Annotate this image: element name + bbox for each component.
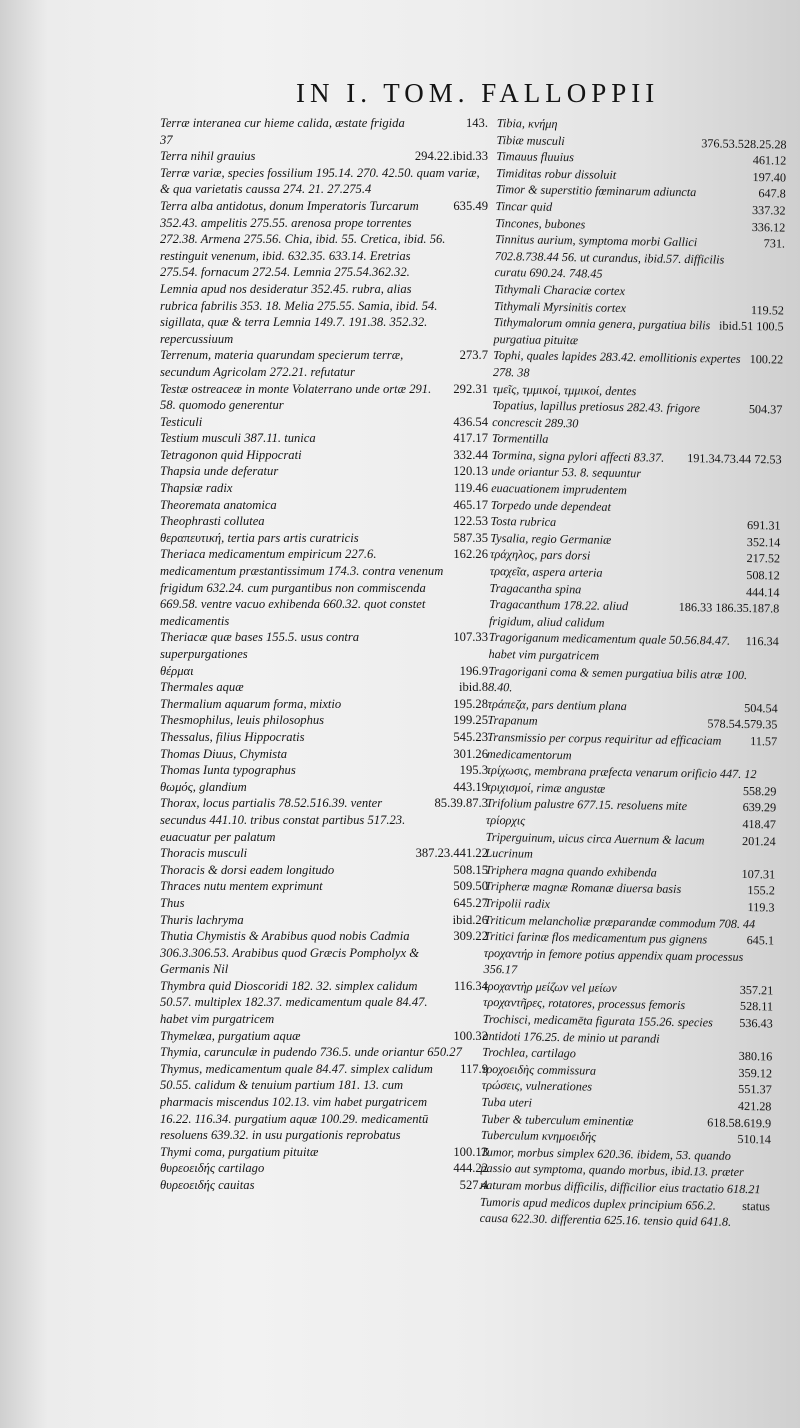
index-term: Thermalium aquarum forma, mixtio [160, 696, 342, 711]
index-term: Tragacanthum 178.22. aliud frigidum, aliud calidum [488, 597, 629, 630]
index-reference: 421.28 [737, 1098, 772, 1114]
index-reference: 309.22 [453, 929, 488, 944]
index-term: τράπεζα, pars dentium plana [487, 696, 627, 713]
index-term: Thoracis & dorsi eadem longitudo [160, 862, 335, 877]
index-reference: 504.37 [748, 402, 783, 417]
index-reference: 294.22.ibid.33 [414, 149, 488, 164]
index-entry [480, 1144, 771, 1198]
index-term: Thymi coma, purgatium pituitæ [160, 1144, 319, 1159]
index-reference: 417.17 [453, 431, 488, 446]
index-entry [160, 746, 488, 763]
index-reference: 162.26 [453, 547, 488, 562]
index-term: Triperguinum, uicus circa Auernum & lacum Lucrinum [485, 829, 705, 861]
index-entry [494, 231, 785, 285]
index-reference: 508.12 [746, 568, 780, 583]
index-reference: 645.1 [746, 933, 775, 948]
index-reference: 85.39.87.3 [434, 796, 488, 811]
index-term: Theriaca medicamentum empiricum 227.6. medicamentum præstantissimum 174.3. contra venenum frigidum 632.24. cum purgantibus non commiscenda 669.58. ventre vacuo exhibenda 660.32. quot constet medicamentis [160, 547, 444, 628]
index-entry [160, 1028, 488, 1045]
index-term: Timauus fluuius [496, 149, 575, 165]
index-reference: 357.21 [739, 982, 774, 998]
index-reference: 195.3 [459, 763, 488, 778]
index-reference: 418.47 [742, 816, 777, 832]
index-entry [160, 729, 488, 746]
index-entry [160, 414, 488, 431]
index-reference: 465.17 [453, 497, 488, 512]
index-reference: 199.25 [453, 713, 488, 728]
index-term: Tuberculum κνημοειδής [480, 1128, 597, 1144]
index-entry [160, 663, 488, 680]
index-entry [160, 115, 488, 132]
index-entry [491, 447, 782, 501]
index-reference: 122.53 [453, 514, 488, 529]
index-term: Thermales aquæ [160, 680, 244, 695]
index-term: τμεῖς, τμμικοί, τμμικοί, dentes [492, 381, 637, 398]
index-entry [160, 712, 488, 729]
index-term: Triticum melancholiæ præparandæ commodum 708. 44 [484, 912, 756, 931]
index-entry [160, 878, 488, 895]
index-reference: status [742, 1198, 771, 1214]
index-entry [160, 513, 488, 530]
index-entry [488, 629, 778, 667]
index-term: Tithymalorum omnia genera, purgatiua bilis purgatiua pituitæ [493, 315, 711, 348]
index-term: τροχοειδὴς commissura [481, 1061, 597, 1078]
index-term: Topatius, lapillus pretiosus 282.43. frigore concrescit 289.30 [492, 398, 701, 431]
index-entry [160, 381, 488, 414]
index-entry [160, 1044, 488, 1061]
index-reference: 120.13 [453, 464, 488, 479]
index-term: τράχηλος, pars dorsi [489, 547, 591, 563]
index-entry [160, 530, 488, 547]
index-term: Transmissio per corpus requiritur ad efficaciam medicamentorum [486, 729, 722, 762]
index-term: Tetragonon quid Hippocrati [160, 447, 302, 462]
index-term: Tripheræ magnæ Romanæ diuersa basis [484, 879, 682, 897]
index-reference: 143. [465, 116, 488, 130]
index-reference: 545.23 [453, 729, 488, 744]
index-reference [775, 501, 781, 518]
index-term: Thymelæa, purgatium aquæ [160, 1028, 301, 1043]
index-term: Thessalus, filius Hippocratis [160, 729, 305, 744]
index-reference: 639.29 [742, 800, 777, 815]
index-term: Thraces nutu mentem exprimunt [160, 879, 323, 894]
index-reference: 11.57 [750, 734, 778, 749]
index-term: τρίορχις [485, 812, 526, 828]
index-term: Trifolium palustre 677.15. resoluens mite [486, 796, 688, 814]
index-reference: 100.32 [453, 1028, 488, 1043]
index-term: τρώσεις, vulnerationes [481, 1078, 593, 1095]
index-reference: ibid.8 [458, 680, 488, 695]
index-reference: 504.54 [744, 700, 778, 716]
index-reference [777, 385, 783, 402]
index-term: Testiculi [160, 414, 203, 429]
index-reference: 461.12 [752, 153, 787, 168]
index-term: Theriacæ quæ bases 155.5. usus contra superpurgationes [160, 630, 360, 661]
index-term: Thymus, medicamentum quale 84.47. simplex calidum 50.55. calidum & tenuium partium 181. 13. cum pharmacis miscendus 102.13. vim habet purgatricem 16.22. 116.34. purgatium aquæ 100.29. medicamentū resoluens 639.32. in usu purgationis reprobatus [160, 1061, 433, 1143]
index-reference: ibid.51 100.5 [718, 318, 784, 334]
index-reference [764, 1148, 771, 1198]
index-reference: 116.34 [745, 634, 779, 649]
index-reference: 509.50 [453, 879, 488, 894]
index-term: Thorax, locus partialis 78.52.516.39. venter secundus 441.10. tribus constat partibus 517.23. euacuatur per palatum [160, 796, 406, 844]
index-entry [480, 1193, 770, 1231]
index-term: Tragoriganum medicamentum quale 50.56.84.47. habet vim purgatricem [488, 630, 731, 663]
index-term: Tibia, κνήμη [496, 115, 558, 131]
index-entry [160, 546, 488, 629]
index-reference: 196.9 [459, 663, 488, 678]
index-reference: 186.33 186.35.187.8 [678, 600, 780, 616]
index-reference: 691.31 [746, 518, 781, 533]
index-term: Thutia Chymistis & Arabibus quod nobis Cadmia 306.3.306.53. Arabibus quod Græcis Pompholyx & Germanis Nil [160, 929, 419, 977]
index-term: Theoremata anatomica [160, 497, 277, 512]
index-reference: 217.52 [746, 551, 781, 566]
index-entry [160, 779, 488, 796]
index-reference: ibid.26 [452, 912, 488, 927]
index-reference: 191.34.73.44 72.53 [687, 450, 782, 467]
index-entry [160, 1061, 488, 1144]
index-reference: 645.27 [453, 895, 488, 910]
index-term: Thymbra quid Dioscoridi 182. 32. simplex calidum 50.57. multiplex 182.37. medicamentum quale 84.47. habet vim purgatricem [160, 978, 428, 1027]
index-term: Tosta rubrica [490, 514, 557, 530]
index-term: Tithymali Myrsinitis cortex [493, 298, 627, 315]
index-reference: 352.14 [746, 534, 781, 550]
index-term: Thoracis musculi [160, 846, 248, 861]
index-term: 37 [160, 132, 173, 147]
index-term: Theophrasti collutea [160, 514, 265, 529]
index-entry [160, 696, 488, 713]
index-reference: 100.13 [453, 1144, 488, 1159]
index-term: Tumoris apud medicos duplex principium 656.2. causa 622.30. differentia 625.16. tensio quid 641.8. [479, 1194, 732, 1229]
index-column-right [480, 115, 787, 1231]
index-entry [160, 795, 488, 845]
index-reference: 201.24 [742, 833, 776, 848]
index-reference: 376.53.528.25.28 [701, 135, 787, 152]
index-term: θυρεοειδής cartilago [160, 1161, 265, 1176]
index-term: τριχισμοί, rimæ angustæ [486, 779, 606, 796]
index-term: Tragorigani coma & semen purgatiua bilis atræ 100. 8.40. [487, 663, 748, 695]
index-entry [160, 447, 488, 464]
index-entry [160, 845, 488, 862]
index-entry [160, 679, 488, 696]
index-reference: 443.19 [453, 779, 488, 794]
running-header: IN I. TOM. FALLOPPII [296, 78, 660, 108]
index-reference: 731. [763, 236, 786, 251]
index-entry [160, 148, 488, 165]
index-entry [160, 1177, 488, 1194]
index-entry [160, 978, 488, 1028]
index-reference: 107.31 [741, 866, 776, 882]
index-reference: 197.40 [752, 169, 787, 185]
index-reference [772, 667, 779, 700]
index-reference: 578.54.579.35 [707, 716, 778, 732]
index-term: Tragacantha spina [489, 580, 582, 597]
index-term: Tritici farinæ flos medicamentum pus gignens [483, 928, 708, 947]
index-term: Testæ ostreaceæ in monte Volaterrano unde ortæ 291. 58. quomodo generentur [160, 381, 432, 413]
index-term: Thymia, carunculæ in pudendo 736.5. unde oriantur 650.27 [160, 1045, 462, 1060]
index-reference: 527.4 [459, 1178, 488, 1192]
index-term: τροχαντήρ in femore potius appendix quam processus 356.17 [483, 945, 744, 977]
index-reference: 337.32 [751, 202, 786, 218]
index-entry [493, 347, 783, 385]
index-term: Terra alba antidotus, donum Imperatoris Turcarum 352.43. ampelitis 275.55. arenosa prope torrentes 272.38. Armena 275.56. Chia, ibid. 55. Cretica, ibid. 56. restinguit venenum, ibid. 632.35. 633.14. Eretrias 275.54. fornacum 272.54. Lemnia 275.54.362.32. Lemnia apud nos desideratur 352.45. rubra, alias rubrica fabrilis 353. 18. Melia 275.55. Samia, ibid. 54. sigillata, quæ & terra Lemnia 149.7. 191.38. 352.32. repercussiuum [160, 198, 446, 346]
index-reference [781, 119, 787, 136]
index-reference: 119.3 [747, 899, 775, 915]
index-entry [482, 1011, 772, 1049]
index-reference: 107.33 [453, 630, 488, 645]
index-term: Trochisci, medicamēta figurata 155.26. species antidoti 176.25. de minio ut parandi [482, 1011, 713, 1046]
index-term: Terrenum, materia quarundam specierum terræ, secundum Agricolam 272.21. refutatur [160, 348, 404, 379]
index-entry [492, 397, 782, 435]
index-term: τροχαντῆρες, rotatores, processus femoris [482, 995, 686, 1013]
index-term: Thomas Iunta typographus [160, 763, 296, 778]
index-entry [160, 165, 488, 198]
index-reference: 117.9 [460, 1061, 488, 1076]
index-term: Tumor, morbus simplex 620.36. ibidem, 53. quando passio aut symptoma, quando morbus, ibid.13. præter naturam morbus difficilis, difficilior eius tractatio 618.21 [480, 1144, 761, 1197]
index-reference: 155.2 [747, 883, 775, 898]
index-term: Testium musculi 387.11. tunica [160, 431, 316, 446]
index-reference: 444.14 [745, 584, 780, 600]
index-reference: 528.11 [739, 999, 774, 1014]
index-term: τροχαντὴρ μείζων vel μείων [483, 978, 617, 995]
index-entry [160, 132, 488, 149]
index-entry [485, 828, 775, 866]
index-entry [160, 497, 488, 514]
index-term: Tibiæ musculi [496, 132, 565, 148]
index-term: Tripolii radix [484, 895, 551, 911]
index-term: θυρεοειδής cauitas [160, 1178, 255, 1192]
index-term: Tincones, bubones [495, 215, 586, 231]
index-reference: 116.34 [453, 978, 488, 993]
index-entry [160, 762, 488, 779]
index-term: Terræ interanea cur hieme calida, æstate frigida [160, 116, 405, 130]
index-entry [160, 480, 488, 497]
index-reference: 100.22 [749, 352, 784, 367]
index-reference: 195.28 [453, 696, 488, 711]
index-entry [487, 729, 777, 767]
index-reference [778, 285, 784, 302]
index-entry [160, 463, 488, 480]
index-term: Tormentilla [491, 431, 549, 447]
index-term: Tysalia, regio Germaniæ [490, 530, 612, 547]
index-entry [483, 945, 773, 983]
index-reference: 387.23.441.22 [415, 846, 488, 861]
index-term: Tinnitus aurium, symptoma morbi Gallici 702.8.738.44 56. ut curandus, ibid.57. difficilis curatu 690.24. 748.45 [494, 232, 725, 282]
index-term: Tuber & tuberculum eminentiæ [481, 1111, 634, 1128]
index-reference: 647.8 [758, 186, 786, 201]
index-reference [482, 132, 488, 149]
index-reference: 292.31 [453, 381, 488, 396]
index-term: Tophi, quales lapides 283.42. emollitionis expertes 278. 38 [492, 348, 741, 380]
index-term: Tithymali Characiæ cortex [494, 281, 626, 298]
index-entry [160, 629, 488, 662]
index-term: τραχεῖα, aspera arteria [489, 563, 603, 580]
index-entry [160, 1160, 488, 1177]
index-reference: 510.14 [737, 1132, 772, 1147]
index-reference: 332.44 [453, 447, 488, 462]
index-term: θεραπευτική, tertia pars artis curatricis [160, 530, 359, 545]
index-reference: 618.58.619.9 [707, 1115, 772, 1131]
index-reference: 336.12 [751, 219, 786, 235]
index-term: Torpedo unde dependeat [490, 497, 612, 514]
index-reference: 536.43 [739, 1015, 773, 1031]
index-term: Thesmophilus, leuis philosophus [160, 713, 325, 728]
index-reference: 635.49 [453, 198, 488, 213]
index-term: Thapsiæ radix [160, 481, 233, 496]
index-reference [776, 435, 782, 452]
index-reference: 558.29 [742, 783, 777, 799]
index-term: Thapsia unde deferatur [160, 464, 279, 479]
index-term: Thuris lachryma [160, 912, 244, 927]
index-entry [160, 198, 488, 347]
index-reference: 301.26 [453, 746, 488, 761]
index-reference: 508.15 [453, 862, 488, 877]
index-entry [160, 347, 488, 380]
index-reference: 380.16 [738, 1049, 773, 1064]
index-column-left [160, 115, 488, 1194]
index-term: Timor & superstitio fœminarum adiuncta [495, 182, 697, 200]
index-reference [768, 916, 774, 933]
index-entry [160, 430, 488, 447]
index-term: Trapanum [487, 713, 538, 729]
index-term: Terra nihil grauius [160, 149, 256, 164]
index-reference: 119.46 [453, 481, 488, 496]
index-term: θέρμαι [160, 663, 194, 678]
index-entry [489, 596, 779, 634]
index-reference: 359.12 [738, 1065, 773, 1081]
index-term: Thus [160, 895, 185, 910]
index-term: Trochlea, cartilago [482, 1045, 577, 1061]
index-entry [160, 895, 488, 912]
index-entry [488, 663, 778, 701]
index-entry [160, 928, 488, 978]
index-entry [160, 912, 488, 929]
index-entry [493, 314, 783, 352]
index-entry [160, 1144, 488, 1161]
index-term: Terræ variæ, species fossilium 195.14. 270. 42.50. quam variæ, & qua varietatis caussa 274. 21. 27.275.4 [160, 165, 480, 197]
index-term: θωμός, glandium [160, 779, 247, 794]
index-term: τρίχωσις, membrana præfecta venarum orificio 447. 12 [486, 763, 757, 782]
index-term: Triphera magna quando exhibenda [485, 862, 657, 880]
index-reference: 587.35 [453, 530, 488, 545]
index-reference [482, 165, 488, 198]
index-term: Timiditas robur dissoluit [495, 165, 617, 182]
index-reference: 436.54 [453, 414, 488, 429]
index-term: Thomas Diuus, Chymista [160, 746, 288, 761]
index-term: Tincar quid [495, 198, 553, 214]
index-reference [771, 767, 777, 784]
index-reference [767, 949, 774, 982]
index-entry [160, 862, 488, 879]
index-reference: 551.37 [738, 1082, 772, 1097]
index-term: Tuba uteri [481, 1094, 533, 1110]
index-term: Tormina, signa pylori affecti 83.37. unde oriantur 53. 8. sequuntur euacuationem imprudentem [491, 447, 665, 498]
index-reference: 444.22 [453, 1161, 488, 1176]
index-reference: 119.52 [750, 302, 785, 318]
index-reference: 273.7 [459, 348, 488, 363]
